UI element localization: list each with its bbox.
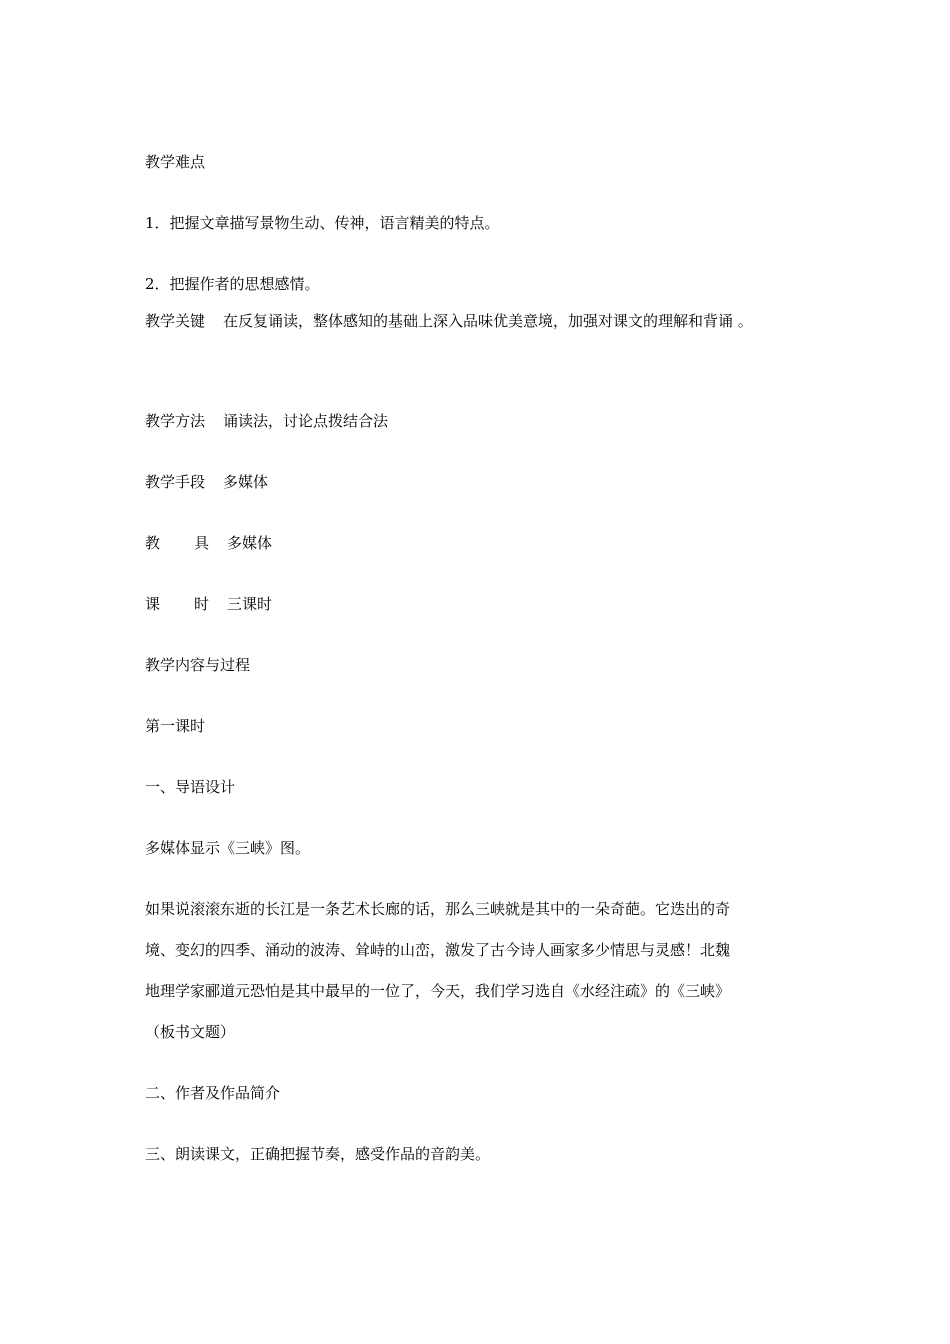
period-label-a: 课 (145, 595, 161, 613)
tools-text: 多媒体 (227, 534, 273, 552)
period-text: 三课时 (227, 595, 273, 613)
method-row (145, 411, 388, 431)
section-3-heading: 三、朗读课文，正确把握节奏，感受作品的音韵美。 (145, 1145, 491, 1163)
multimedia-line: 多媒体显示《三峡》图。 (145, 839, 311, 857)
tools-row (145, 533, 272, 553)
means-label: 教学手段 (145, 473, 206, 491)
method-text: 诵读法，讨论点拨结合法 (223, 412, 389, 430)
lesson-one-heading: 第一课时 (145, 717, 206, 735)
means-row (145, 472, 268, 492)
intro-line-1: 如果说滚滚东逝的长江是一条艺术长廊的话，那么三峡就是其中的一朵奇葩。它迭出的奇 (145, 900, 731, 918)
intro-line-4: （板书文题） (145, 1023, 236, 1041)
period-row (145, 594, 272, 614)
difficulty-heading: 教学难点 (145, 153, 206, 171)
key-row (145, 311, 753, 331)
method-label: 教学方法 (145, 412, 206, 430)
intro-line-3: 地理学家郦道元恐怕是其中最早的一位了，今天，我们学习选自《水经注疏》的《三峡》 (145, 982, 731, 1000)
period-label-b: 时 (194, 595, 210, 613)
content-heading: 教学内容与过程 (145, 656, 251, 674)
intro-line-2: 境、变幻的四季、涌动的波涛、耸峙的山峦，激发了古今诗人画家多少情思与灵感！北魏 (145, 941, 731, 959)
key-text: 在反复诵读，整体感知的基础上深入品味优美意境，加强对课文的理解和背诵 。 (223, 312, 753, 330)
key-label: 教学关键 (145, 312, 206, 330)
difficulty-item-1: 1．把握文章描写景物生动、传神，语言精美的特点。 (145, 214, 500, 232)
means-text: 多媒体 (223, 473, 269, 491)
difficulty-item-2: 2．把握作者的思想感情。 (145, 275, 320, 293)
section-2-heading: 二、作者及作品简介 (145, 1084, 281, 1102)
tools-label-a: 教 (145, 534, 161, 552)
tools-label-b: 具 (194, 534, 210, 552)
section-1-heading: 一、导语设计 (145, 778, 236, 796)
